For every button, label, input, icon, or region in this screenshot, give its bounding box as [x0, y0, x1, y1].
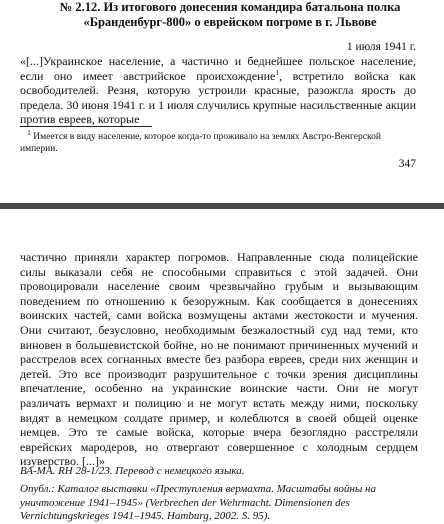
paragraph-part-1: «[...]Украинское население, а частично и беднейшее польское население, если оно имеет австрийское происхождение — [20, 54, 416, 83]
document-date: 1 июля 1941 г. — [346, 41, 416, 53]
footnote-number: 1 — [27, 127, 31, 137]
page-number: 347 — [398, 158, 416, 170]
paragraph-part-2: , встретило войска как освободителей. Резня, которую устроили красные, разожгла ярость до предела. 30 июня 1941 г. и 1 июля случились крупные насильственные акции против евреев, которые — [20, 68, 416, 126]
footnote-reference: 1 — [275, 67, 280, 77]
document-title — [40, 0, 420, 30]
footnote-text: Имеется в виду население, которое когда-то проживало на землях Австро-Венгерской империи. — [20, 132, 381, 154]
body-paragraph-top — [20, 54, 416, 127]
footnote-rule — [20, 126, 152, 127]
page-separator — [0, 203, 444, 209]
title-line-2: «Бранденбург-800» о еврейском погроме в г. Львове — [83, 15, 377, 29]
archive-source: ВА-МА. RH 28-1/23. Перевод с немецкого языка. — [20, 465, 245, 477]
page-bottom — [0, 246, 444, 522]
footnote — [20, 127, 416, 155]
page-top — [0, 0, 444, 172]
publication-note: Опубл.: Каталог выставки «Преступления вермахта. Масштабы войны на уничтожение 1941–1945» (Verbrechen der Wehrmacht. Dimensionen des Vernichtungskrieges 1941–1945. Hamburg, 2002. S. 95). — [20, 483, 376, 522]
title-line-1: № 2.12. Из итогового донесения командира батальона полка — [59, 0, 401, 14]
body-paragraph-bottom: частично приняли характер погромов. Направленные сюда полицейские силы выказали себя не способными справиться с этой задачей. Они провоцировали население своим чрезвычайно грубым и вызывающим поведением по отношению к безоружным. Как сообщается в донесениях воинских частей, сами войска возмущены актами жестокости и мучения. Они считают, безусловно, необходимым безжалостный суд над теми, кто виновен в большевистской бойне, но не понимают причиненных мучений и расстрелов всех согнанных вместе без разбора евреев, среди них женщин и детей. Это все производит разрушительное с точки зрения дисциплины впечатление, особенно на украинские воинские части. Они не могут различать вермахт и полицию и не могут встать между ними, поскольку видят в немецком солдате пример, и колеблются в своей общей оценке немцев. Это те самые войска, которые вчера безоглядно расстреляли еврейских мародеров, но отвергают совершенное с холодным сердцем изуверство. [...]» — [20, 250, 418, 469]
